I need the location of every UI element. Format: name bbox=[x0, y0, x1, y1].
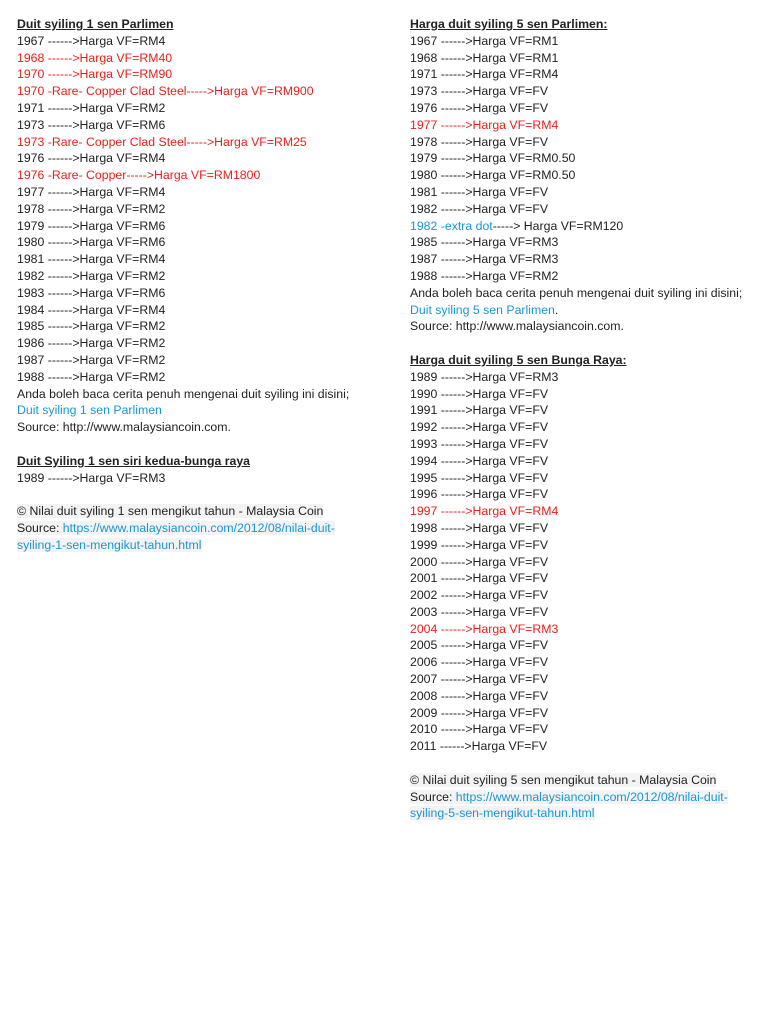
price-row: 1978 ------>Harga VF=FV bbox=[410, 134, 549, 149]
price-row: 2009 ------>Harga VF=FV bbox=[410, 705, 549, 720]
credit-block bbox=[410, 772, 760, 822]
price-row: 1987 ------>Harga VF=RM3 bbox=[410, 252, 559, 267]
price-row: 1973 ------>Harga VF=RM6 bbox=[17, 117, 166, 132]
price-row: 1989 ------>Harga VF=RM3 bbox=[410, 369, 559, 384]
price-row: 1968 ------>Harga VF=RM40 bbox=[17, 50, 173, 65]
price-row: 2007 ------>Harga VF=FV bbox=[410, 672, 549, 687]
price-row: 1981 ------>Harga VF=FV bbox=[410, 184, 549, 199]
price-row: 1976 -Rare- Copper----->Harga VF=RM1800 bbox=[17, 168, 261, 183]
section-heading-1-sen-bunga-raya: Duit Syiling 1 sen siri kedua-bunga raya bbox=[17, 453, 251, 468]
price-row: 1967 ------>Harga VF=RM4 bbox=[17, 33, 166, 48]
price-row: 2004 ------>Harga VF=RM3 bbox=[410, 621, 559, 636]
note-paragraph bbox=[410, 285, 760, 319]
note-end: . bbox=[554, 302, 559, 317]
price-list-1-sen-parlimen bbox=[17, 33, 367, 386]
price-row: 2011 ------>Harga VF=FV bbox=[410, 739, 548, 754]
note-paragraph bbox=[17, 386, 367, 420]
credit-block bbox=[17, 503, 367, 553]
source-line: Source: http://www.malaysiancoin.com. bbox=[410, 319, 624, 334]
price-row: 1973 ------>Harga VF=FV bbox=[410, 84, 549, 99]
price-row: 1997 ------>Harga VF=RM4 bbox=[410, 504, 559, 519]
price-list-1-sen-bunga-raya bbox=[17, 470, 367, 487]
price-row-text: -----> Harga VF=RM120 bbox=[492, 218, 624, 233]
note-link-5-sen[interactable]: Duit syiling 5 sen Parlimen bbox=[410, 302, 555, 317]
price-row: 1978 ------>Harga VF=RM2 bbox=[17, 201, 166, 216]
price-row: 1970 -Rare- Copper Clad Steel----->Harga VF=RM900 bbox=[17, 84, 314, 99]
price-row: 1987 ------>Harga VF=RM2 bbox=[17, 352, 166, 367]
price-row: 1988 ------>Harga VF=RM2 bbox=[17, 369, 166, 384]
price-row: 1968 ------>Harga VF=RM1 bbox=[410, 50, 559, 65]
price-row-link[interactable]: 1982 -extra dot bbox=[410, 218, 493, 233]
price-row: 1979 ------>Harga VF=RM0.50 bbox=[410, 151, 576, 166]
credit-line: © Nilai duit syiling 5 sen mengikut tahun - Malaysia Coin bbox=[410, 772, 717, 787]
section-heading-5-sen-bunga-raya: Harga duit syiling 5 sen Bunga Raya: bbox=[410, 352, 627, 367]
price-row: 2010 ------>Harga VF=FV bbox=[410, 722, 549, 737]
price-row: 1980 ------>Harga VF=RM6 bbox=[17, 235, 166, 250]
price-row: 1990 ------>Harga VF=FV bbox=[410, 386, 549, 401]
credit-line: © Nilai duit syiling 1 sen mengikut tahun - Malaysia Coin bbox=[17, 504, 324, 519]
price-row: 2003 ------>Harga VF=FV bbox=[410, 604, 549, 619]
price-row: 1980 ------>Harga VF=RM0.50 bbox=[410, 168, 576, 183]
price-row: 1989 ------>Harga VF=RM3 bbox=[17, 470, 166, 485]
price-list-5-sen-bunga-raya bbox=[410, 369, 760, 755]
price-row: 1985 ------>Harga VF=RM2 bbox=[17, 319, 166, 334]
price-row: 2002 ------>Harga VF=FV bbox=[410, 588, 549, 603]
price-row: 1979 ------>Harga VF=RM6 bbox=[17, 218, 166, 233]
price-row: 1986 ------>Harga VF=RM2 bbox=[17, 336, 166, 351]
price-row: 1976 ------>Harga VF=RM4 bbox=[17, 151, 166, 166]
price-row: 2005 ------>Harga VF=FV bbox=[410, 638, 549, 653]
note-text: Anda boleh baca cerita penuh mengenai duit syiling ini disini; bbox=[17, 386, 350, 401]
price-row: 1977 ------>Harga VF=RM4 bbox=[17, 184, 166, 199]
price-row: 2008 ------>Harga VF=FV bbox=[410, 688, 549, 703]
price-row: 1977 ------>Harga VF=RM4 bbox=[410, 117, 559, 132]
credit-source-link[interactable]: https://www.malaysiancoin.com/2012/08/nilai-duit-syiling-5-sen-mengikut-tahun.html bbox=[410, 789, 728, 821]
price-row: 1982 ------>Harga VF=FV bbox=[410, 201, 549, 216]
note-link-1-sen[interactable]: Duit syiling 1 sen Parlimen bbox=[17, 403, 162, 418]
section-heading-5-sen-parlimen: Harga duit syiling 5 sen Parlimen: bbox=[410, 17, 608, 31]
price-row: 1976 ------>Harga VF=FV bbox=[410, 100, 549, 115]
price-row: 2000 ------>Harga VF=FV bbox=[410, 554, 549, 569]
price-row: 1988 ------>Harga VF=RM2 bbox=[410, 268, 559, 283]
price-row: 1984 ------>Harga VF=RM4 bbox=[17, 302, 166, 317]
source-line: Source: http://www.malaysiancoin.com. bbox=[17, 420, 231, 435]
price-row: 1973 -Rare- Copper Clad Steel----->Harga VF=RM25 bbox=[17, 134, 307, 149]
price-list-5-sen-parlimen bbox=[410, 33, 760, 285]
price-row: 1971 ------>Harga VF=RM2 bbox=[17, 100, 166, 115]
price-row: 2006 ------>Harga VF=FV bbox=[410, 655, 549, 670]
price-row: 1971 ------>Harga VF=RM4 bbox=[410, 67, 559, 82]
credit-source-label: Source: bbox=[17, 520, 63, 535]
price-row: 1993 ------>Harga VF=FV bbox=[410, 436, 549, 451]
note-text: Anda boleh baca cerita penuh mengenai duit syiling ini disini; bbox=[410, 285, 743, 300]
right-column bbox=[410, 16, 760, 822]
credit-source-link[interactable]: https://www.malaysiancoin.com/2012/08/nilai-duit-syiling-1-sen-mengikut-tahun.html bbox=[17, 520, 335, 552]
price-row: 1992 ------>Harga VF=FV bbox=[410, 420, 549, 435]
price-row: 1983 ------>Harga VF=RM6 bbox=[17, 285, 166, 300]
price-row: 1981 ------>Harga VF=RM4 bbox=[17, 252, 166, 267]
price-row: 1998 ------>Harga VF=FV bbox=[410, 520, 549, 535]
price-row: 1999 ------>Harga VF=FV bbox=[410, 537, 549, 552]
price-row: 1985 ------>Harga VF=RM3 bbox=[410, 235, 559, 250]
section-heading-1-sen-parlimen: Duit syiling 1 sen Parlimen bbox=[17, 17, 174, 31]
price-row bbox=[410, 218, 760, 235]
price-row: 1996 ------>Harga VF=FV bbox=[410, 487, 549, 502]
price-row: 1994 ------>Harga VF=FV bbox=[410, 453, 549, 468]
left-column bbox=[17, 16, 367, 554]
price-row: 1967 ------>Harga VF=RM1 bbox=[410, 33, 559, 48]
credit-source-label: Source: bbox=[410, 789, 456, 804]
price-row: 1970 ------>Harga VF=RM90 bbox=[17, 67, 173, 82]
price-row: 2001 ------>Harga VF=FV bbox=[410, 571, 549, 586]
price-row: 1982 ------>Harga VF=RM2 bbox=[17, 268, 166, 283]
price-row: 1991 ------>Harga VF=FV bbox=[410, 403, 549, 418]
price-row: 1995 ------>Harga VF=FV bbox=[410, 470, 549, 485]
